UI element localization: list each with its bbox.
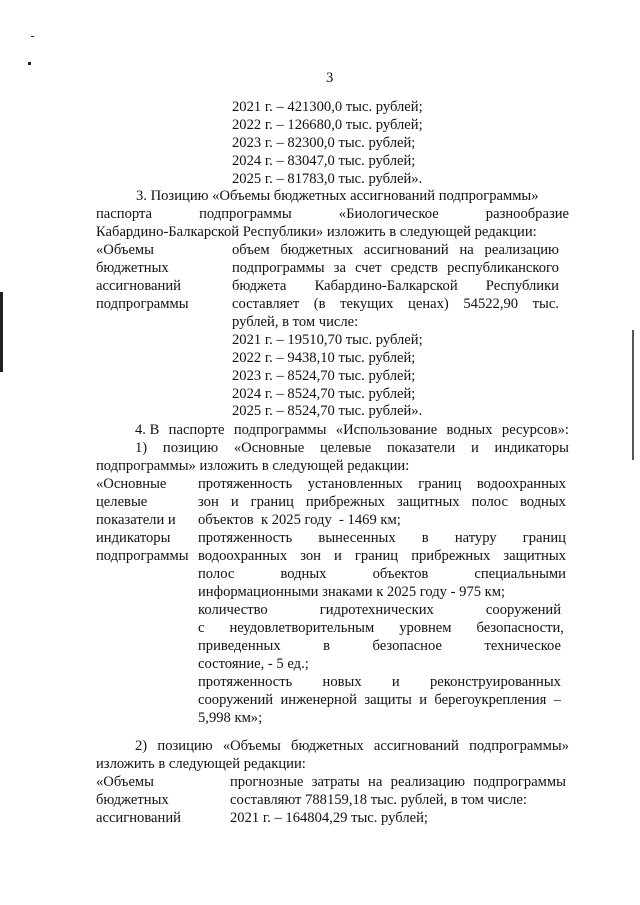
list-item: 2021 г. – 19510,70 тыс. рублей; [232, 331, 423, 348]
paragraph-line: с неудовлетворительным уровнем безопасности, [198, 620, 564, 636]
paragraph-line: приведенных в безопасное техническое [198, 638, 561, 654]
list-item: 2025 г. – 81783,0 тыс. рублей». [232, 170, 423, 187]
paragraph-line: 5,998 км»; [198, 710, 263, 726]
paragraph-line: информационными знаками к 2025 году - 975 км; [198, 584, 506, 600]
paragraph-line: прогнозные затраты на реализацию подпрограммы [230, 774, 566, 790]
paragraph-line: 3. Позицию «Объемы бюджетных ассигнований подпрограммы» [136, 188, 539, 204]
paragraph-line: протяженность вынесенных в натуру границ [198, 530, 566, 546]
scan-mark [0, 292, 3, 372]
list-item: 2022 г. – 9438,10 тыс. рублей; [232, 349, 416, 366]
paragraph-line: изложить в следующей редакции: [96, 756, 306, 772]
paragraph-line: Кабардино-Балкарской Республики» изложить в следующей редакции: [96, 224, 537, 240]
paragraph-line: 4. В паспорте подпрограммы «Использование водных ресурсов»: [135, 422, 569, 438]
year-list [232, 99, 423, 188]
paragraph-line: водоохранных зон и границ прибрежных защитных [198, 548, 566, 564]
paragraph-line: составляет (в текущих ценах) 54522,90 тыс. [232, 296, 559, 312]
list-item: 2022 г. – 126680,0 тыс. рублей; [232, 116, 423, 133]
list-item: 2023 г. – 82300,0 тыс. рублей; [232, 134, 416, 151]
paragraph-line: состояние, - 5 ед.; [198, 656, 309, 672]
paragraph-line: бюджета Кабардино-Балкарской Республики [232, 278, 559, 294]
left-column: «Объемы бюджетных ассигнований подпрограммы [96, 242, 189, 312]
list-item: 2021 г. – 421300,0 тыс. рублей; [232, 99, 423, 115]
list-item: 2023 г. – 8524,70 тыс. рублей; [232, 367, 416, 384]
year-list [232, 314, 423, 421]
left-column: «Объемы бюджетных ассигнований [96, 774, 181, 826]
paragraph-line: протяженность новых и реконструированных [198, 674, 561, 690]
page-number: 3 [326, 70, 334, 86]
left-column: «Основные целевые показатели и индикаторы подпрограммы [96, 476, 189, 564]
paragraph-line: протяженность установленных границ водоохранных [198, 476, 566, 492]
list-item: 2025 г. – 8524,70 тыс. рублей». [232, 403, 423, 420]
paragraph-line: зон и границ прибрежных защитных полос водных [198, 494, 566, 510]
paragraph-line: 2021 г. – 164804,29 тыс. рублей; [230, 810, 428, 826]
paragraph-line: составляют 788159,18 тыс. рублей, в том числе: [230, 792, 527, 808]
paragraph-line: полос водных объектов специальными [198, 566, 566, 582]
paragraph-line: объем бюджетных ассигнований на реализацию [232, 242, 559, 258]
paragraph-line: сооружений инженерной защиты и берегоукрепления – [198, 692, 561, 708]
paragraph-line: количество гидротехнических сооружений [198, 602, 561, 618]
paragraph-line: паспорта подпрограммы «Биологическое разнообразие [96, 206, 569, 222]
scan-mark [28, 62, 31, 65]
paragraph-line: подпрограммы» изложить в следующей редакции: [96, 458, 410, 474]
paragraph-line: объектов к 2025 году - 1469 км; [198, 512, 401, 528]
paragraph-line: подпрограммы за счет средств республиканского [232, 260, 559, 276]
list-item: 2024 г. – 83047,0 тыс. рублей; [232, 152, 416, 169]
paragraph-line: 2) позицию «Объемы бюджетных ассигнований подпрограммы» [135, 738, 569, 754]
list-item: 2024 г. – 8524,70 тыс. рублей; [232, 385, 416, 402]
paragraph-line: 1) позицию «Основные целевые показатели и индикаторы [135, 440, 569, 456]
list-item: рублей, в том числе: [232, 314, 359, 330]
scan-mark [31, 36, 34, 37]
scan-mark [632, 330, 634, 460]
